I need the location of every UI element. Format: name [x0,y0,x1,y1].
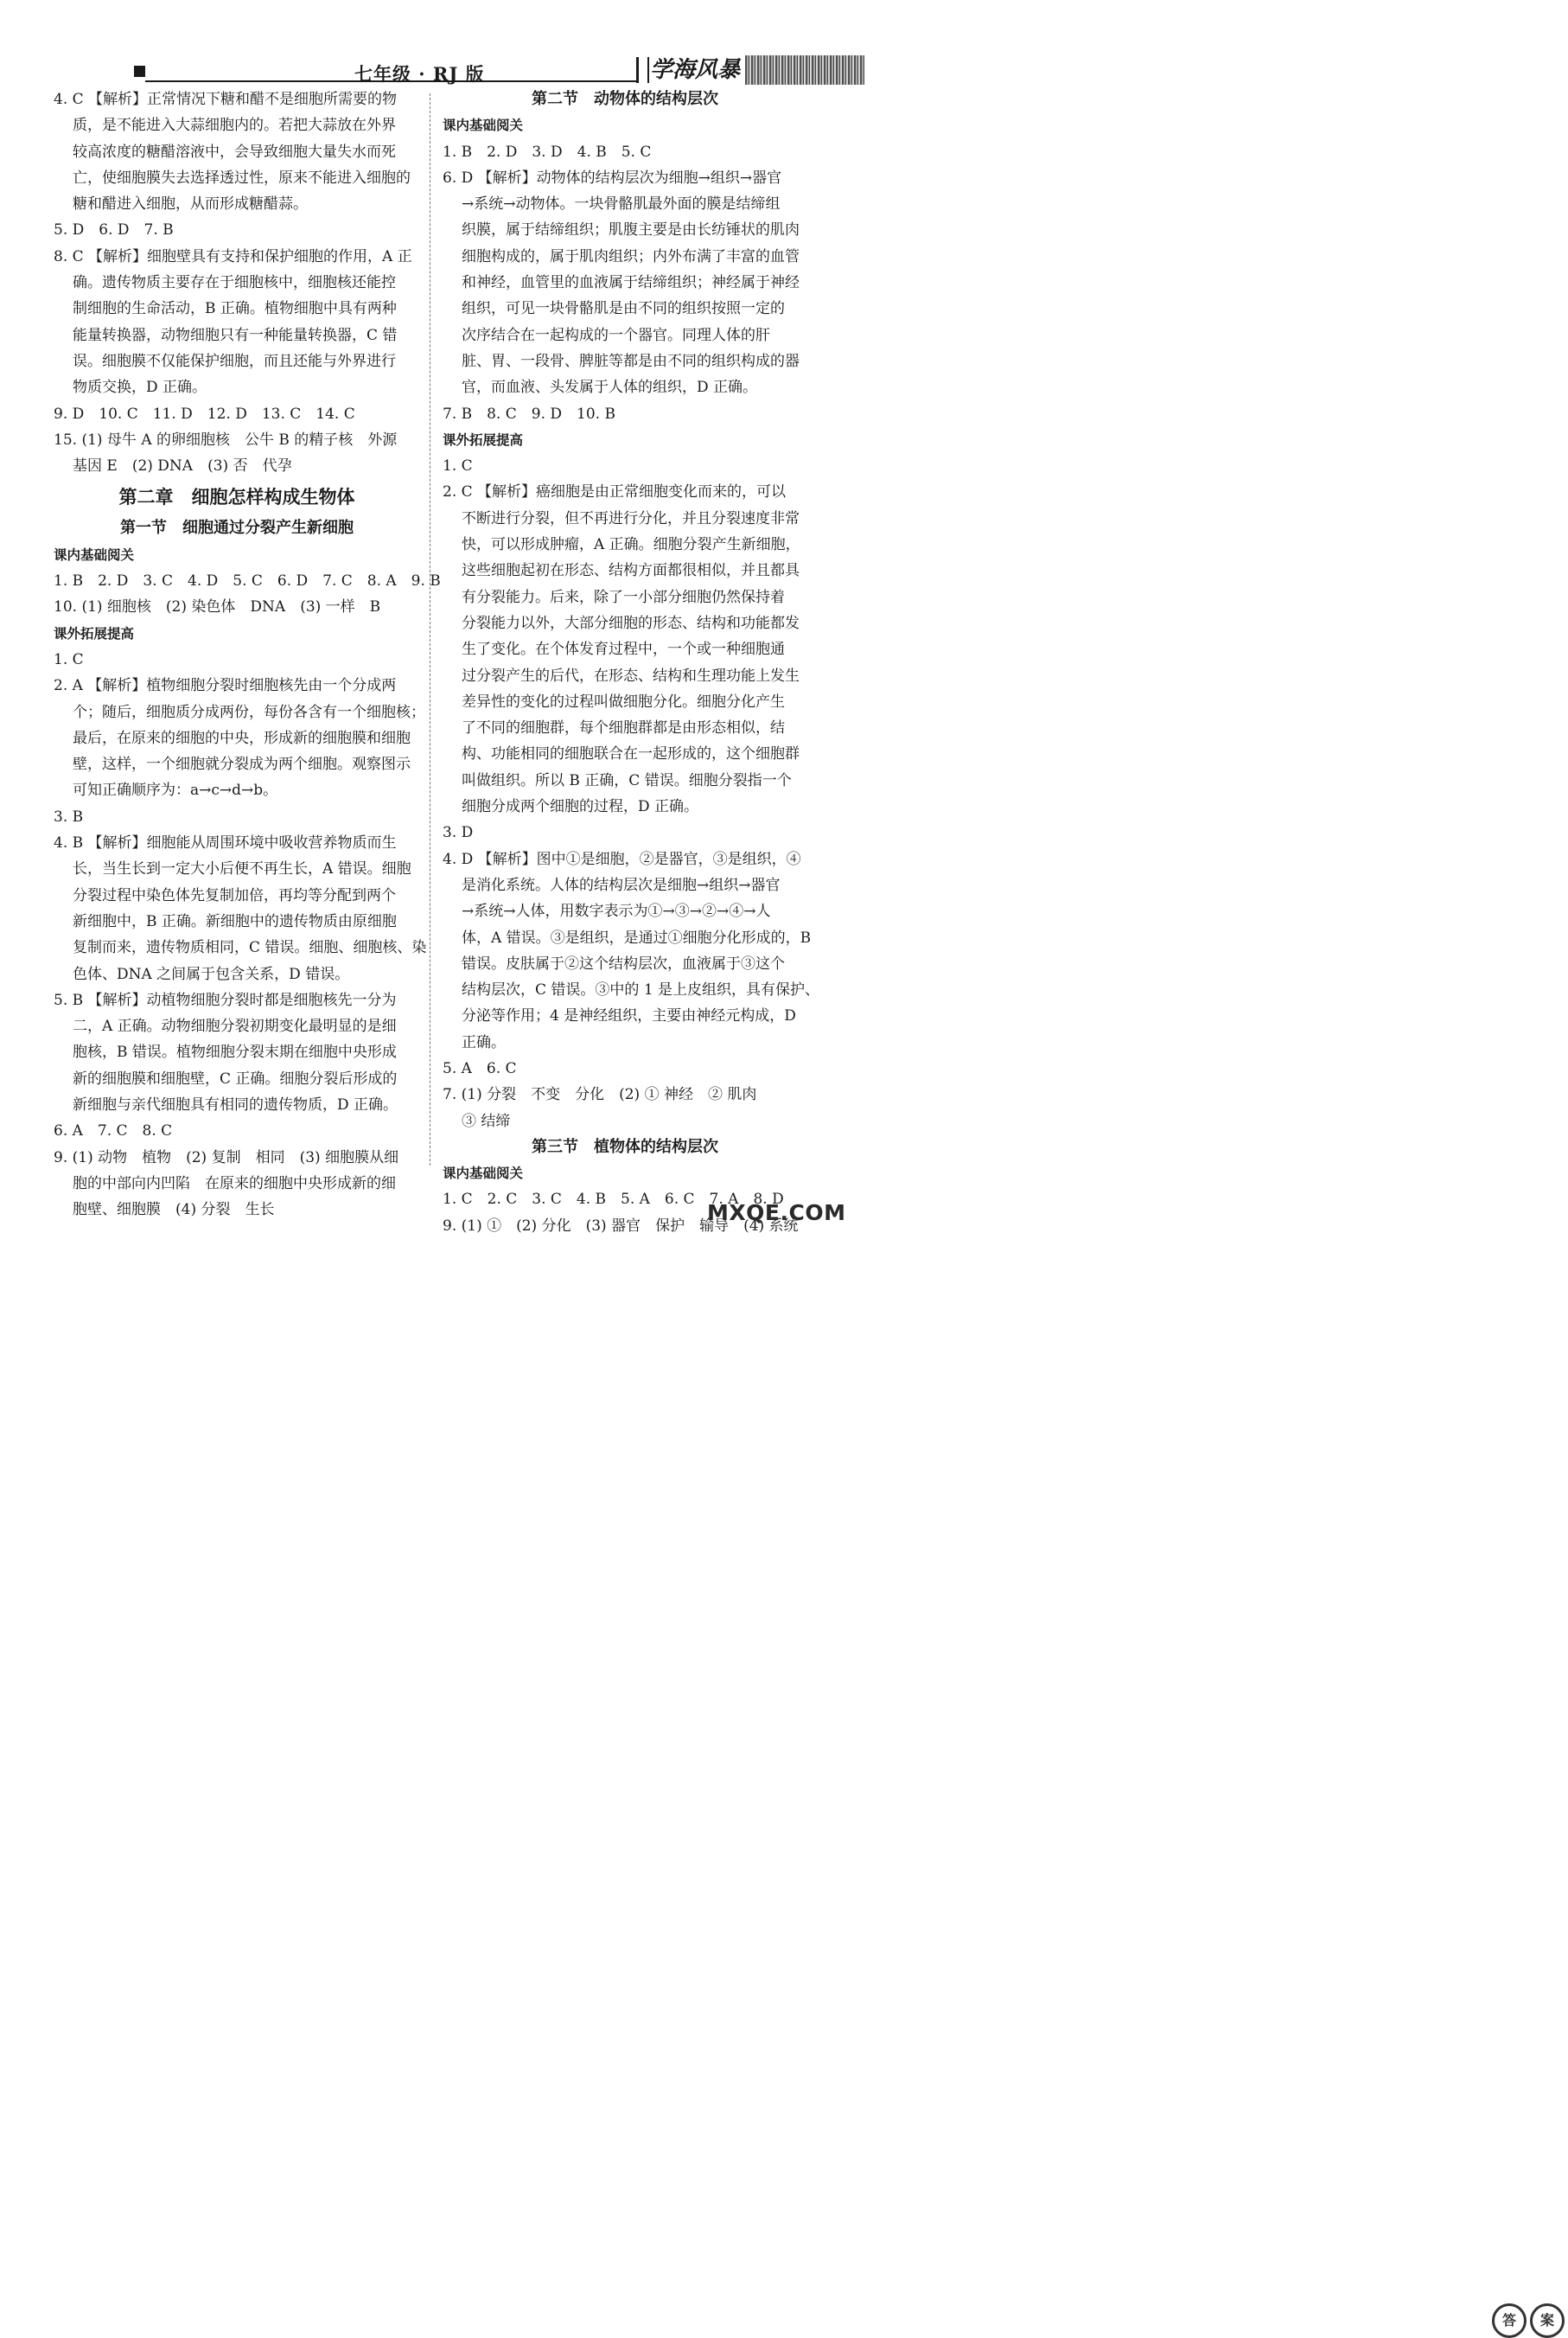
left-column-line: 能量转换器，动物细胞只有一种能量转换器，C 错 [73,326,398,344]
left-column-line: 基因 E (2) DNA (3) 否 代孕 [73,457,292,476]
right-column-line: 脏、胃、一段骨、脾脏等都是由不同的组织构成的器 [462,352,800,370]
left-column-line: 3. B [54,808,84,826]
left-column-line: 5. D 6. D 7. B [54,221,174,240]
right-column-line: 4. D 【解析】图中①是细胞，②是器官，③是组织，④ [443,850,801,868]
right-column-line: 差异性的变化的过程叫做细胞分化。细胞分化产生 [462,693,785,711]
left-column-line: 壁，这样，一个细胞就分裂成为两个细胞。观察图示 [73,756,411,774]
right-column-line: 课外拓展提高 [443,431,524,448]
right-column-line: ③ 结缔 [462,1112,511,1130]
left-column-line: 胞壁、细胞膜 (4) 分裂 生长 [73,1201,275,1219]
right-column-line: 是消化系统。人体的结构层次是细胞→组织→器官 [462,876,781,894]
left-column-line: 亡，使细胞膜失去选择透过性，原来不能进入细胞的 [73,169,411,187]
left-column-line: 课外拓展提高 [54,625,135,642]
right-column-line: 2. C 【解析】癌细胞是由正常细胞变化而来的，可以 [443,483,787,501]
header-divider-bars [636,57,649,83]
right-column-line: 正确。 [462,1033,506,1051]
right-column-line: 过分裂产生的后代，在形态、结构和生理功能上发生 [462,667,800,685]
right-column-line: 1. C 2. C 3. C 4. B 5. A 6. C 7. A 8. D [443,1191,784,1209]
right-column-line: 官，而血液、头发属于人体的组织，D 正确。 [462,379,758,397]
right-column-line: 第三节 植物体的结构层次 [532,1137,718,1156]
right-column-line: 课内基础阅关 [443,1166,524,1182]
right-column-line: 织膜，属于结缔组织；肌腹主要是由长纺锤状的肌肉 [462,221,800,240]
right-column-line: 次序结合在一起构成的一个器官。同理人体的肝 [462,326,770,344]
right-column-line: 5. A 6. C [443,1059,517,1077]
left-column-line: 6. A 7. C 8. C [54,1122,173,1140]
right-column-line: 分泌等作用；4 是神经组织，主要由神经元构成，D [462,1007,796,1025]
header-title: 七年级 · RJ 版 [354,63,485,85]
right-column-line: 构、功能相同的细胞联合在一起形成的，这个细胞群 [462,745,800,763]
left-column-line: 复制而来，遗传物质相同，C 错误。细胞、细胞核、染 [73,939,427,957]
left-column-line: 新细胞与亲代细胞具有相同的遗传物质，D 正确。 [73,1096,398,1114]
right-column-line: 6. D 【解析】动物体的结构层次为细胞→组织→器官 [443,169,782,187]
left-column-line: 第一节 细胞通过分裂产生新细胞 [120,519,354,538]
left-column-line: 9. D 10. C 11. D 12. D 13. C 14. C [54,405,355,423]
watermark-site: MXQE.COM [707,1200,846,1225]
left-column-line: 新细胞中，B 正确。新细胞中的遗传物质由原细胞 [73,912,397,930]
left-column-line: 分裂过程中染色体先复制加倍，再均等分配到两个 [73,886,396,904]
left-column-line: 误。细胞膜不仅能保护细胞，而且还能与外界进行 [73,352,396,370]
right-column-line: 体，A 错误。③是组织，是通过①细胞分化形成的，B [462,929,812,947]
left-column-line: 可知正确顺序为：a→c→d→b。 [73,782,278,800]
left-column-line: 二，A 正确。动物细胞分裂初期变化最明显的是细 [73,1018,397,1036]
left-column-line: 个；随后，细胞质分成两份，每份各含有一个细胞核； [73,703,425,721]
header-square-mark [134,66,145,77]
right-column-line: 叫做组织。所以 B 正确，C 错误。细胞分裂指一个 [462,771,792,789]
left-column-line: 较高浓度的糖醋溶液中，会导致细胞大量失水而死 [73,143,396,161]
left-column-line: 8. C 【解析】细胞壁具有支持和保护细胞的作用，A 正 [54,247,412,265]
right-column-line: 细胞分成两个细胞的过程，D 正确。 [462,798,699,816]
right-column-line: 和神经，血管里的血液属于结缔组织；神经属于神经 [462,274,800,292]
right-column-line: 课内基础阅关 [443,118,524,134]
left-column-line: 最后，在原来的细胞的中央，形成新的细胞膜和细胞 [73,729,411,747]
right-column-line: 错误。皮肤属于②这个结构层次，血液属于③这个 [462,955,785,973]
right-column-line: 组织，可见一块骨骼肌是由不同的组织按照一定的 [462,300,785,318]
left-column-line: 5. B 【解析】动植物细胞分裂时都是细胞核先一分为 [54,991,397,1009]
page-header [0,0,864,83]
right-column-line: 分裂能力以外，大部分细胞的形态、结构和功能都发 [462,614,800,632]
left-column-line: 4. C 【解析】正常情况下糖和醋不是细胞所需要的物 [54,91,398,108]
left-column-line: 糖和醋进入细胞，从而形成糖醋蒜。 [73,195,308,214]
right-column-line: 3. D [443,824,474,842]
right-column-line: 第二节 动物体的结构层次 [532,90,718,108]
right-column-line: 这些细胞起初在形态、结构方面都很相似，并且都具 [462,562,800,580]
left-column-line: 物质交换，D 正确。 [73,379,207,397]
left-column-line: 确。遗传物质主要存在于细胞核中，细胞核还能控 [73,274,396,292]
left-column-line: 第二章 细胞怎样构成生物体 [118,487,355,508]
brand-logo: 学海风暴 [650,57,741,83]
left-column-line: 15. (1) 母牛 A 的卵细胞核 公牛 B 的精子核 外源 [54,431,398,449]
left-column-line: 胞的中部向内凹陷 在原来的细胞中央形成新的细 [73,1174,396,1192]
left-column-line: 1. B 2. D 3. C 4. D 5. C 6. D 7. C 8. A 9. B [54,572,441,591]
right-column-line: 快，可以形成肿瘤，A 正确。细胞分裂产生新细胞， [462,536,800,554]
left-column-line: 课内基础阅关 [54,546,135,563]
right-column-line: 7. B 8. C 9. D 10. B [443,405,615,423]
right-column-line: 9. (1) ① (2) 分化 (3) 器官 保护 输导 (4) 系统 [443,1217,799,1235]
left-column-line: 10. (1) 细胞核 (2) 染色体 DNA (3) 一样 B [54,598,381,616]
left-column-line: 长，当生长到一定大小后便不再生长，A 错误。细胞 [73,860,411,878]
header-texture-strip [745,55,864,85]
left-column-line: 2. A 【解析】植物细胞分裂时细胞核先由一个分成两 [54,677,397,695]
left-column-line: 4. B 【解析】细胞能从周围环境中吸收营养物质而生 [54,834,397,853]
right-column-line: 有分裂能力。后来，除了一小部分细胞仍然保持着 [462,588,785,606]
left-column-line: 1. C [54,650,84,668]
left-column-line: 色体、DNA 之间属于包含关系，D 错误。 [73,965,350,983]
left-column-line: 9. (1) 动物 植物 (2) 复制 相同 (3) 细胞膜从细 [54,1148,399,1166]
right-column-line: 细胞构成的，属于肌肉组织；内外布满了丰富的血管 [462,247,800,265]
right-column-line: →系统→人体，用数字表示为①→③→②→④→人 [462,903,771,921]
right-column-line: →系统→动物体。一块骨骼肌最外面的膜是结缔组 [462,195,781,214]
right-column-line: 1. C [443,457,473,476]
left-column-line: 制细胞的生命活动，B 正确。植物细胞中具有两种 [73,300,397,318]
right-column-line: 7. (1) 分裂 不变 分化 (2) ① 神经 ② 肌肉 [443,1086,757,1104]
watermark-circle: 答 [1492,2303,1527,2338]
right-column-line: 1. B 2. D 3. D 4. B 5. C [443,143,652,161]
left-column-line: 胞核，B 错误。植物细胞分裂末期在细胞中央形成 [73,1044,397,1062]
right-column-line: 生了变化。在个体发育过程中，一个或一种细胞通 [462,641,785,659]
watermark-circles [1492,2303,1568,2338]
right-column [443,86,820,1239]
watermark-circle: 案 [1530,2303,1565,2338]
right-column-line: 不断进行分裂，但不再进行分化，并且分裂速度非常 [462,509,800,527]
left-column-line: 新的细胞膜和细胞壁，C 正确。细胞分裂后形成的 [73,1070,398,1088]
left-column-line: 质，是不能进入大蒜细胞内的。若把大蒜放在外界 [73,117,396,135]
right-column-line: 了不同的细胞群，每个细胞群都是由形态相似，结 [462,719,785,738]
left-column [54,86,441,1223]
right-column-line: 结构层次，C 错误。③中的 1 是上皮组织，具有保护、 [462,981,820,1000]
